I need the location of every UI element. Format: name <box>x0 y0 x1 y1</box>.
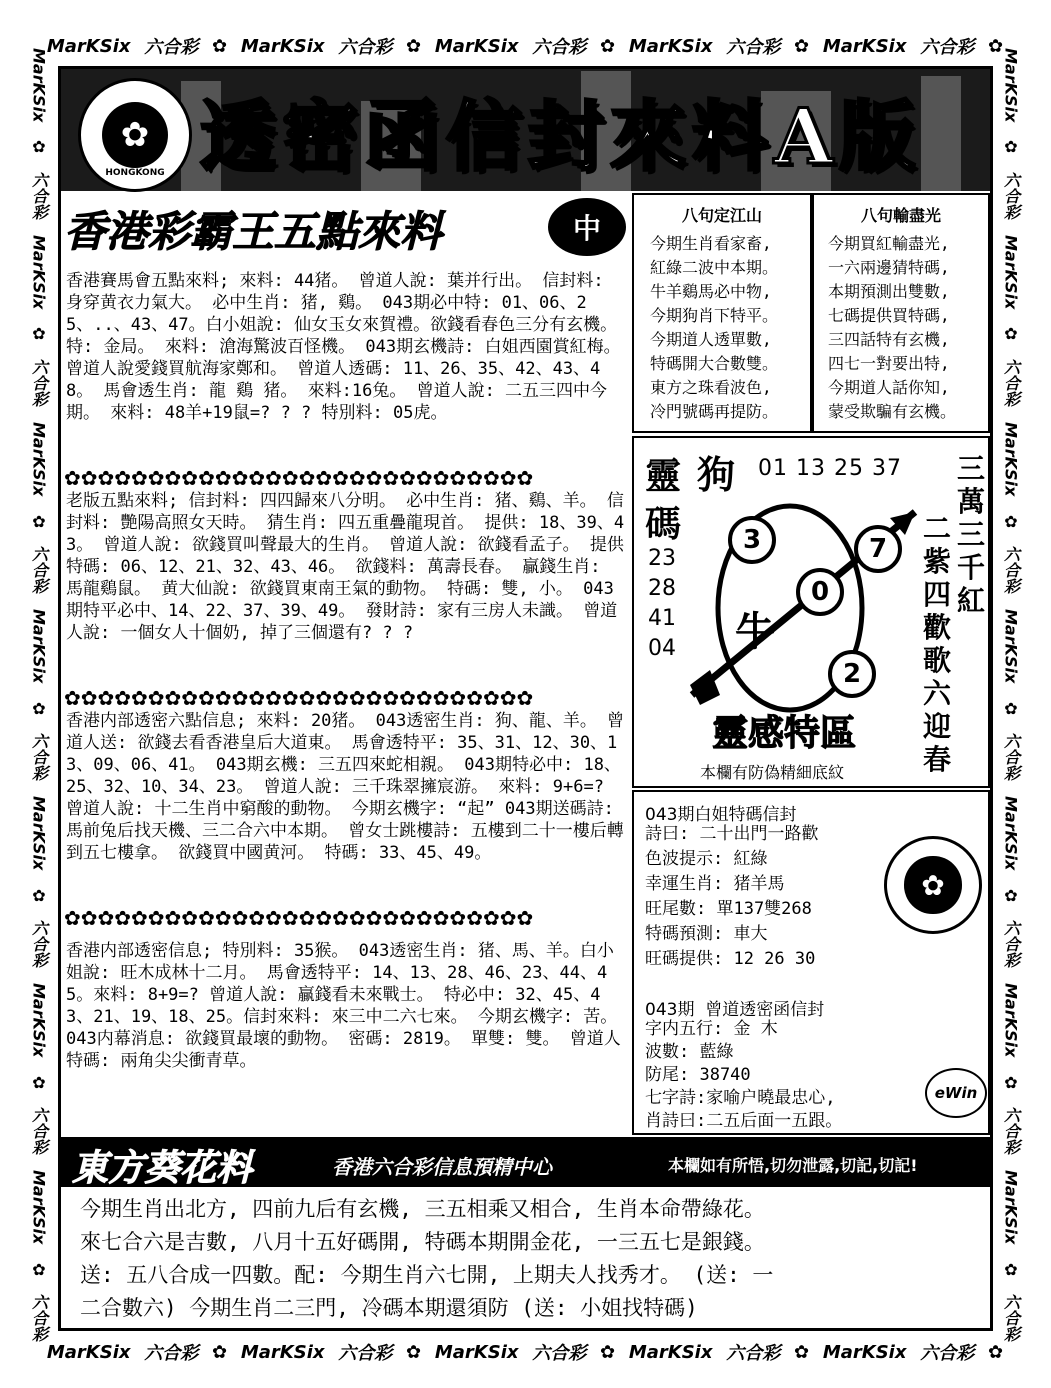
brand-cn: 六合彩 <box>726 1343 781 1364</box>
lingma-note: 本欄有防偽精細底紋 <box>700 763 845 782</box>
bauhinia-icon: ✿ <box>102 102 169 169</box>
poem-right-title: 八句輸盡光 <box>860 206 941 225</box>
text-line: 今期道人話你知, <box>828 378 950 397</box>
brand-en: MarKSix <box>46 35 131 57</box>
text-line: 紅綠二波中本期。 <box>650 258 779 277</box>
text-line: 04 <box>648 636 676 661</box>
poem-left-title: 八句定江山 <box>681 206 762 225</box>
flower-icon: ✿ <box>32 1260 46 1280</box>
brand-cn: 六合彩 <box>1001 171 1021 220</box>
text-line: 東方之珠看波色, <box>650 378 772 397</box>
white-sister-rows <box>645 822 818 972</box>
text-line: 特碼預測: 車大 <box>645 924 768 944</box>
brand-en: MarKSix <box>1001 983 1021 1058</box>
vertical-col-1 <box>956 452 986 617</box>
lingma-left-numbers <box>648 544 676 664</box>
text-line: 六 <box>922 677 951 710</box>
brand-en: MarKSix <box>628 35 713 57</box>
text-line: 今期生肖出北方, 四前九后有玄機, 三五相乘又相合, 生肖本命帶綠花。 <box>80 1197 765 1221</box>
text-line: 七碼提供買特碼, <box>828 306 950 325</box>
brand-en: MarKSix <box>1001 421 1021 497</box>
flower-icon: ✿ <box>1004 1260 1018 1280</box>
footer-text <box>80 1193 980 1325</box>
text-line: 色波提示: 紅綠 <box>645 849 768 869</box>
brand-en: MarKSix <box>29 47 49 122</box>
brand-en: MarKSix <box>29 1170 49 1245</box>
brand-cn: 六合彩 <box>1001 358 1021 407</box>
flower-icon: ✿ <box>32 1072 46 1092</box>
brand-cn: 六合彩 <box>144 37 199 58</box>
flower-icon: ✿ <box>1004 137 1018 157</box>
flower-divider-2: ✿✿✿✿✿✿✿✿✿✿✿✿✿✿✿✿✿✿✿✿✿✿✿✿✿✿✿✿ <box>64 686 534 710</box>
text-line: 23 <box>648 546 676 571</box>
flower-icon: ✿ <box>212 1341 228 1363</box>
brand-cn: 六合彩 <box>29 358 49 407</box>
zengdao-rows <box>645 1018 842 1133</box>
text-line: 今期買紅輸盡光, <box>828 234 950 253</box>
brand-cn: 六合彩 <box>29 1107 49 1156</box>
bottom-border <box>40 1338 1010 1366</box>
text-line: 萬 <box>956 485 985 518</box>
text-line: 28 <box>648 576 676 601</box>
left-border <box>24 40 54 1350</box>
flower-icon: ✿ <box>32 324 46 344</box>
text-line: 波數: 藍綠 <box>645 1042 734 1062</box>
flower-icon: ✿ <box>1004 1072 1018 1092</box>
flower-icon: ✿ <box>1004 511 1018 531</box>
lingma-label-2: 碼 <box>645 503 682 545</box>
brand-en: MarKSix <box>29 609 49 684</box>
brand-en: MarKSix <box>29 421 49 497</box>
text-line: 旺碼提供: 12 26 30 <box>645 949 816 969</box>
text-line: 三四話特有玄機, <box>828 330 950 349</box>
ewin-logo: eWin <box>925 1068 987 1118</box>
vertical-col-2 <box>922 512 952 776</box>
text-line: 送: 五八合成一四數。配: 今期生肖六七開, 上期夫人找秀才。 (送: 一 <box>80 1263 774 1287</box>
flower-divider-3: ✿✿✿✿✿✿✿✿✿✿✿✿✿✿✿✿✿✿✿✿✿✿✿✿✿✿✿✿ <box>64 906 534 930</box>
brand-cn: 六合彩 <box>1001 920 1021 969</box>
footer-notice: 本欄如有所悟,切勿泄露,切記,切記! <box>668 1156 918 1175</box>
brand-en: MarKSix <box>29 983 49 1058</box>
zengdao-title: 043期 曾道透密函信封 <box>645 1000 825 1020</box>
right-border <box>996 40 1026 1350</box>
text-line: 幸運生肖: 猪羊馬 <box>645 874 785 894</box>
main-block-2: 老版五點來料; 信封料: 四四歸來八分明。 必中生肖: 猪、鷄、羊。 信封料: 艷陽高照女天時。 猜生肖: 四五重疊龍現首。 提供: 18、39、43。 曾道人說: 欲錢買叫聲最大的生肖。 曾道人說: 欲錢看孟子。 提供特碼: 06、12、21、32、43、46。 欲錢料: 萬壽長春。 贏錢生肖: 馬龍鷄鼠。 黄大仙說: 欲錢買東南王氣的動物。 特碼: 雙, 小。 043期特平必中、14、22、37、39、49。 發財詩: 家有三房人未識。 曾道人說: 一個女人十個奶, 掉了三個還有? ? ? <box>66 491 625 643</box>
brand-en: MarKSix <box>240 35 325 57</box>
lingma-center-char: 牛 <box>735 608 775 655</box>
text-line: 二 <box>922 512 951 545</box>
brand-en: MarKSix <box>434 35 519 57</box>
brand-cn: 六合彩 <box>1001 732 1021 781</box>
text-line: 二合數六) 今期生肖二三門, 冷碼本期還須防 (送: 小姐找特碼) <box>80 1296 698 1320</box>
text-line: 紫 <box>922 545 951 578</box>
brand-cn: 六合彩 <box>726 37 781 58</box>
poem-left-lines <box>650 232 778 424</box>
flower-icon: ✿ <box>599 1341 616 1363</box>
text-line: 紅 <box>956 584 985 617</box>
circle-number-3: 7 <box>854 525 902 573</box>
section-subtitle: 香港彩霸王五點來料 <box>64 207 443 256</box>
brand-en: MarKSix <box>822 35 907 57</box>
text-line: 防尾: 38740 <box>645 1065 751 1085</box>
brand-cn: 六合彩 <box>1001 1107 1021 1156</box>
text-line: 肖詩曰:二五后面一五跟。 <box>645 1111 843 1131</box>
brand-cn: 六合彩 <box>29 171 49 220</box>
flower-icon: ✿ <box>793 1341 810 1363</box>
text-line: 今期道人透單數, <box>650 330 772 349</box>
brand-en: MarKSix <box>434 1341 519 1363</box>
flower-icon: ✿ <box>793 35 810 57</box>
brand-en: MarKSix <box>1001 1170 1021 1245</box>
brand-en: MarKSix <box>628 1341 713 1363</box>
text-line: 春 <box>922 743 951 776</box>
text-line: 旺尾數: 單137雙268 <box>645 899 812 919</box>
brand-cn: 六合彩 <box>532 37 587 58</box>
brand-cn: 六合彩 <box>1001 545 1021 594</box>
flower-icon: ✿ <box>32 885 46 905</box>
flower-icon: ✿ <box>599 35 616 57</box>
text-line: 歌 <box>922 644 951 677</box>
text-line: 本期預測出雙數, <box>828 282 950 301</box>
text-line: 迎 <box>922 710 951 743</box>
text-line: 三 <box>956 452 985 485</box>
text-line: 一六兩邊猜特碼, <box>828 258 950 277</box>
text-line: 蒙受欺騙有玄機。 <box>828 402 957 421</box>
seal-text: HONGKONG <box>105 168 165 179</box>
text-line: 字内五行: 金 木 <box>645 1019 778 1039</box>
flower-icon: ✿ <box>987 1341 1004 1363</box>
brand-en: MarKSix <box>1001 609 1021 684</box>
text-line: 七字詩:家喻户曉最忠心, <box>645 1088 836 1108</box>
flower-icon: ✿ <box>32 137 46 157</box>
circle-number-4: 2 <box>828 650 876 698</box>
brand-cn: 六合彩 <box>29 1294 49 1343</box>
lingma-label-1: 靈 <box>645 455 682 497</box>
brand-cn: 六合彩 <box>144 1343 199 1364</box>
circle-number-2: 0 <box>796 568 844 616</box>
brand-en: MarKSix <box>1001 234 1021 310</box>
brand-cn: 六合彩 <box>920 37 975 58</box>
brand-cn: 六合彩 <box>1001 1294 1021 1343</box>
text-line: 四 <box>922 578 951 611</box>
flower-icon: ✿ <box>1004 885 1018 905</box>
brand-en: MarKSix <box>29 796 49 871</box>
brand-cn: 六合彩 <box>338 1343 393 1364</box>
brand-en: MarKSix <box>240 1341 325 1363</box>
circle-number-1: 3 <box>728 516 776 564</box>
flower-icon: ✿ <box>987 35 1004 57</box>
hk-seal-logo <box>78 78 192 192</box>
text-line: 今期狗肖下特平。 <box>650 306 779 325</box>
text-line: 來七合六是吉數, 八月十五好碼開, 特碼本期開金花, 一三五七是銀錢。 <box>80 1230 765 1254</box>
text-line: 詩曰: 二十出門一路歡 <box>645 824 819 844</box>
main-block-4: 香港内部透密信息; 特別料: 35猴。 043透密生肖: 猪、馬、羊。白小姐說: 旺木成林十二月。 馬會透特平: 14、13、28、46、23、44、45。來料: 8+9=? 曾道人說: 贏錢看未來戰士。 特必中: 32、45、43、21、19、18、25。信封來料: 來三中二六七來。 今期玄機字: 苦。 043内幕消息: 欲錢買最壞的動物。 密碼: 2819。 單雙: 雙。 曾道人特碼: 兩角尖尖衝青草。 <box>66 941 628 1071</box>
main-block-1: 香港賽馬會五點來料; 來料: 44猪。 曾道人說: 葉并行出。 信封料: 身穿黄衣力氣大。 必中生肖: 猪, 鷄。 043期必中特: 01、06、25、..、43、47。白小姐說: 仙女玉女來賀禮。欲錢看春色三分有玄機。特: 金局。 來料: 滄海驚波百怪機。 043期玄機詩: 白姐西園賞紅梅。 曾道人說愛錢買航海家鄭和。 曾道人透碼: 11、26、35、42、43、48。 馬會透生肖: 龍 鷄 猪。 來料:16兔。 曾道人說: 二五三四中今期。 來料: 48羊+19鼠=? ? ? 特別料: 05虎。 <box>66 271 631 423</box>
brand-en: MarKSix <box>822 1341 907 1363</box>
hk-seal-small <box>884 836 982 934</box>
brand-en: MarKSix <box>1001 796 1021 871</box>
text-line: 歡 <box>922 611 951 644</box>
brand-en: MarKSix <box>1001 47 1021 122</box>
flower-icon: ✿ <box>1004 324 1018 344</box>
text-line: 牛羊鷄馬必中物, <box>650 282 772 301</box>
text-line: 今期生肖看家畜, <box>650 234 772 253</box>
flower-icon: ✿ <box>212 35 228 57</box>
brand-cn: 六合彩 <box>920 1343 975 1364</box>
flower-icon: ✿ <box>1004 698 1018 718</box>
brand-cn: 六合彩 <box>532 1343 587 1364</box>
text-line: 千 <box>956 551 985 584</box>
lingma-top-numbers: 01 13 25 37 <box>758 456 902 481</box>
flower-icon: ✿ <box>32 698 46 718</box>
text-line: 冷門號碼再提防。 <box>650 402 779 421</box>
brand-cn: 六合彩 <box>29 732 49 781</box>
text-line: 三 <box>956 518 985 551</box>
flower-icon: ✿ <box>406 35 422 57</box>
lingma-zodiac: 狗 <box>697 452 736 497</box>
flower-divider-1: ✿✿✿✿✿✿✿✿✿✿✿✿✿✿✿✿✿✿✿✿✿✿✿✿✿✿✿✿ <box>64 466 534 490</box>
flower-icon: ✿ <box>32 511 46 531</box>
footer-center: 香港六合彩信息預精中心 <box>332 1155 552 1179</box>
brand-cn: 六合彩 <box>29 545 49 594</box>
page-title: 透密函信封來料A版 <box>200 92 921 181</box>
white-sister-title: 043期白姐特碼信封 <box>645 805 797 825</box>
brand-cn: 六合彩 <box>338 37 393 58</box>
brand-en: MarKSix <box>46 1341 131 1363</box>
footer-title: 東方葵花料 <box>72 1147 253 1189</box>
brand-cn: 六合彩 <box>29 920 49 969</box>
top-border <box>40 32 1010 60</box>
flower-icon: ✿ <box>406 1341 422 1363</box>
brand-en: MarKSix <box>29 234 49 310</box>
main-block-3: 香港内部透密六點信息; 來料: 20猪。 043透密生肖: 狗、龍、羊。 曾道人送: 欲錢去看香港皇后大道東。 馬會透特平: 35、31、12、30、13、09、06、41。 043期玄機: 三五四來蛇相親。 043期特必中: 18、25、32、10、34、23。 曾道人說: 三千珠翠擁宸游。 來料: 9+6=? 曾道人說: 十二生肖中窮酸的動物。 今期玄機字: “起” 043期送碼詩: 馬前兔后找天機、三二合六中本期。 曾女士跳樓詩: 五樓到二十一樓后轉到五七樓拿。 欲錢買中國黄河。 特碼: 33、45、49。 <box>66 711 625 863</box>
text-line: 特碼開大合數雙。 <box>650 354 779 373</box>
logo-oval: 中 <box>548 198 626 256</box>
poem-right-lines <box>828 232 956 424</box>
text-line: 41 <box>648 606 676 631</box>
text-line: 四七一對要出特, <box>828 354 950 373</box>
bauhinia-icon-small: ✿ <box>904 856 961 913</box>
lingma-brand: 靈感特區 <box>712 712 857 754</box>
